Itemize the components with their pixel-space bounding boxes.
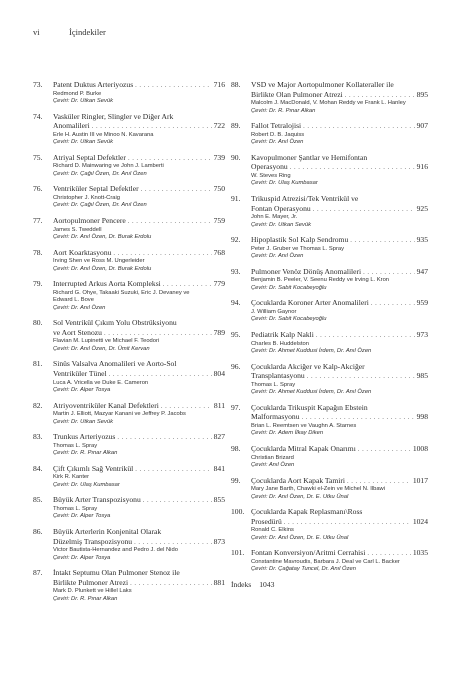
translator-credit: Çeviri: Dr. Sabit Kocabeyoğlu	[251, 284, 327, 291]
translator-credit: Çeviri: Dr. Alper Tosya	[53, 386, 111, 393]
leader-dots	[345, 91, 415, 101]
translator-credit: Çeviri: Dr. Alper Tosya	[53, 513, 111, 520]
chapter-authors: Christopher J. Knott-Craig	[53, 194, 121, 201]
chapter-title: Çocuklarda Aort Kapak Tamiri	[251, 475, 346, 485]
chapter-title-line	[251, 476, 428, 487]
translator-credit: Çeviri: Dr. Anıl Özen, Dr. Ümit Kervan	[53, 345, 150, 352]
translator-credit: Çeviri: Anıl Özen	[251, 461, 295, 468]
chapter-title-line	[251, 298, 428, 309]
chapter-title: Çocuklarda Trikuspit Kapağın Ebstein	[251, 402, 368, 412]
toc-entry[interactable]	[231, 444, 428, 469]
chapter-number: 96.	[231, 361, 241, 371]
toc-entry[interactable]	[231, 80, 428, 115]
chapter-title: Büyük Arterlerin Konjenital Olarak	[53, 526, 162, 536]
toc-right-column	[231, 80, 428, 589]
chapter-authors: W. Steves Ring	[251, 172, 291, 179]
chapter-title: Patent Duktus Arteriyozus	[53, 80, 134, 89]
translator-credit: Çeviri: Dr. Utkan Sevük	[53, 418, 114, 425]
chapter-title: Prosedürü	[251, 516, 282, 526]
leader-dots	[128, 154, 212, 164]
chapter-number: 85.	[33, 495, 43, 505]
leader-dots	[143, 496, 212, 506]
page-ref: 789	[213, 327, 225, 337]
translator-credit: Çeviri: Dr. Ulaş Kumbasar	[53, 481, 120, 488]
chapter-authors: Peter J. Gruber ve Thomas L. Spray	[251, 245, 345, 252]
chapter-authors: James S. Tweddell	[53, 226, 102, 233]
chapter-title-line	[53, 527, 225, 537]
chapter-title-line	[251, 153, 428, 163]
chapter-title-line	[251, 330, 428, 341]
chapter-number: 76.	[33, 184, 43, 194]
translator-credit: Çeviri: Dr. Utkan Sevük	[53, 98, 114, 104]
chapter-title-line	[251, 235, 428, 246]
chapter-title-line	[251, 412, 428, 423]
toc-left-column	[33, 80, 225, 609]
chapter-number: 90.	[231, 152, 241, 162]
chapter-authors: Redmond P. Burke	[53, 90, 102, 97]
translator-credit: Çeviri: Dr. Anıl Özen, Dr. Burak Erdolu	[53, 233, 152, 240]
chapter-title-line	[251, 371, 428, 382]
chapter-title-line	[53, 578, 225, 589]
leader-dots	[135, 465, 211, 475]
chapter-authors: Martin J. Elliott, Mazyar Kanani ve Jeffrey P. Jacobs	[53, 411, 186, 418]
chapter-title-line	[251, 121, 428, 132]
translator-credit: Çeviri: Dr. R. Pınar Alkan	[53, 595, 118, 602]
chapter-title-line	[53, 568, 225, 578]
chapter-authors: Charles B. Huddelston	[251, 340, 310, 347]
leader-dots	[161, 402, 212, 412]
page-ref: 973	[416, 329, 428, 339]
chapter-title: Birlikte Pulmoner Atrezi	[53, 577, 129, 587]
leader-dots	[92, 122, 212, 132]
chapter-number: 81.	[33, 359, 43, 369]
chapter-title: Vasküler Ringler, Slingler ve Diğer Ark	[53, 111, 174, 121]
toc-entry[interactable]	[33, 432, 225, 457]
leader-dots	[109, 370, 212, 380]
chapter-authors: Benjamin B. Peeler, V. Seenu Reddy ve Irving L. Kron	[251, 277, 390, 284]
toc-entry[interactable]	[33, 401, 225, 426]
chapter-title-line	[53, 112, 225, 122]
translator-credit: Çeviri: Dr. Sabit Kocabeyoğlu	[251, 316, 327, 323]
chapter-title: Trunkus Arteriyozus	[53, 432, 116, 442]
toc-entry[interactable]	[33, 527, 225, 562]
chapter-number: 79.	[33, 279, 43, 289]
chapter-number: 74.	[33, 111, 43, 121]
chapter-title-line	[251, 90, 428, 101]
chapter-number: 95.	[231, 329, 241, 339]
chapter-number: 89.	[231, 121, 241, 131]
chapter-title-line	[53, 495, 225, 506]
chapter-number: 83.	[33, 432, 43, 442]
translator-credit: Çeviri: Dr. Ulaş Kumbasar	[251, 180, 318, 187]
chapter-title: Büyük Arter Transpozisyonu	[53, 495, 141, 505]
page-ref: 855	[213, 495, 225, 505]
chapter-authors: J. William Gaynor	[251, 308, 297, 315]
page-ref: 1024	[412, 516, 428, 526]
chapter-title-line	[53, 369, 225, 380]
chapter-title-line	[251, 517, 428, 528]
chapter-number: 101.	[231, 548, 245, 558]
translator-credit: Çeviri: Dr. Anıl Özen	[53, 304, 106, 311]
chapter-title: Sinüs Valsalva Anomalileri ve Aorto-Sol	[53, 359, 177, 369]
chapter-title: Aort Koarktasyonu	[53, 247, 112, 257]
toc-entry[interactable]	[231, 153, 428, 188]
chapter-title-line	[251, 362, 428, 372]
translator-credit: Çeviri: Dr. Anıl Özen	[251, 253, 304, 260]
chapter-number: 75.	[33, 152, 43, 162]
chapter-title-line	[53, 432, 225, 443]
chapter-title-line	[53, 279, 225, 290]
chapter-title: Kavopulmoner Şantlar ve Hemifontan	[251, 152, 368, 162]
chapter-title: Trikuspid Atrezisi/Tek Ventrikül ve	[251, 193, 359, 203]
toc-entry[interactable]	[231, 235, 428, 260]
toc-entry[interactable]	[231, 403, 428, 438]
translator-credit: Çeviri: Dr. Anıl Özen, Dr. Burak Erdolu	[53, 265, 152, 272]
translator-credit: Çeviri: Dr. Ahmet Kuddusi İrdem, Dr. Anıl Özen	[251, 347, 372, 354]
leader-dots	[134, 538, 212, 548]
chapter-authors: Victor Bautista-Hernandez and Pedro J. del Nido	[53, 547, 178, 554]
chapter-title-line	[53, 359, 225, 369]
chapter-title-line	[53, 537, 225, 548]
page-ref: 916	[416, 162, 428, 172]
chapter-authors: Richard G. Ohye, Takaaki Suzuki, Eric J. Devaney ve	[53, 289, 190, 296]
chapter-authors: Erle H. Austin III ve Minoo N. Kavarana	[53, 131, 154, 138]
toc-entry[interactable]	[231, 267, 428, 292]
chapter-title-line	[53, 464, 225, 475]
index-entry[interactable]	[231, 580, 428, 589]
chapter-title-line	[251, 162, 428, 173]
page-ref: 739	[213, 152, 225, 162]
chapter-title: Pediatrik Kalp Nakli	[251, 329, 314, 339]
chapter-title-line	[251, 548, 428, 559]
chapter-title: Aortopulmoner Pencere	[53, 215, 126, 225]
chapter-authors: John E. Mayer, Jr.	[251, 214, 298, 221]
translator-credit: Çeviri: Dr. Ahmet Kuddusi İrdem, Dr. Anıl Özen	[251, 389, 372, 396]
chapter-title: Transplantasyonu	[251, 371, 305, 381]
translator-credit: Çeviri: Dr. Çağıl Özen, Dr. Anıl Özen	[53, 202, 147, 209]
chapter-number: 99.	[231, 475, 241, 485]
chapter-title-line	[53, 153, 225, 164]
chapter-authors: Constantine Mavroudis, Barbara J. Deal ve Carl L. Backer	[251, 558, 400, 565]
page-ref: 811	[213, 400, 225, 410]
translator-credit: Çeviri: Dr. Utkan Sevük	[251, 221, 312, 228]
translator-credit: Çeviri: Dr. Anıl Özen	[251, 139, 304, 146]
toc-entry[interactable]	[33, 184, 225, 209]
toc-entry[interactable]	[231, 476, 428, 501]
chapter-title: İntakt Septumu Olan Pulmoner Stenoz ile	[53, 568, 180, 578]
leader-dots	[113, 249, 211, 259]
translator-credit: Çeviri: Dr. Anıl Özen, Dr. E. Utku Ünal	[251, 493, 349, 500]
chapter-title: Pulmoner Venöz Dönüş Anomalileri	[251, 266, 362, 276]
toc-entry[interactable]	[33, 495, 225, 520]
leader-dots	[104, 329, 212, 339]
chapter-number: 78.	[33, 247, 43, 257]
translator-credit: Çeviri: Dr. Anıl Özen, Dr. E. Utku Ünal	[251, 534, 349, 541]
chapter-title: Fallot Tetralojisi	[251, 121, 302, 131]
page-ref: 935	[416, 235, 428, 245]
chapter-title-line	[53, 121, 225, 132]
chapter-number: 100.	[231, 507, 245, 517]
page-ref: 759	[213, 215, 225, 225]
leader-dots	[141, 185, 212, 195]
toc-entry[interactable]	[33, 359, 225, 394]
page-ref: 722	[213, 121, 225, 131]
toc-entry[interactable]	[231, 507, 428, 542]
translator-credit: Çeviri: Dr. Adem İlkay Diken	[251, 430, 324, 437]
chapter-title: Sol Ventrikül Çıkım Yolu Obstrüksiyonu	[53, 318, 177, 328]
page-ref: 959	[416, 298, 428, 308]
leader-dots	[290, 163, 415, 173]
chapter-authors: Christian Brizard	[251, 454, 294, 461]
toc-entry[interactable]	[231, 548, 428, 573]
chapter-authors: Malcolm J. MacDonald, V. Mohan Reddy ve Frank L. Hanley	[251, 100, 406, 107]
chapter-number: 86.	[33, 526, 43, 536]
chapter-authors: Kirk R. Kanter	[53, 474, 90, 481]
chapter-title: Çocuklarda Akciğer ve Kalp-Akciğer	[251, 361, 365, 371]
chapter-title-line	[53, 248, 225, 259]
chapter-authors: Mary Jane Barth, Chawki el-Zein ve Michel N. Ilbawi	[251, 486, 386, 493]
page-ref: 827	[213, 432, 225, 442]
leader-dots	[350, 236, 414, 246]
chapter-authors: Thomas L. Spray	[53, 505, 98, 512]
page-ref: 907	[416, 121, 428, 131]
page-ref: 947	[416, 266, 428, 276]
chapter-title-line	[53, 184, 225, 195]
leader-dots	[307, 372, 415, 382]
page-ref: 985	[416, 371, 428, 381]
chapter-authors: Edward L. Bove	[53, 297, 94, 304]
leader-dots	[363, 268, 414, 278]
chapter-title: Atriyoventriküler Kanal Defektleri	[53, 400, 159, 410]
chapter-title: Birlikte Olan Pulmoner Atrezi	[251, 89, 343, 99]
toc-entry[interactable]	[231, 362, 428, 397]
chapter-authors: Thomas L. Spray	[251, 381, 296, 388]
chapter-title-line	[53, 318, 225, 328]
chapter-title-line	[251, 80, 428, 90]
chapter-title-line	[251, 204, 428, 215]
leader-dots	[358, 445, 411, 455]
chapter-number: 92.	[231, 235, 241, 245]
chapter-title-line	[251, 507, 428, 517]
chapter-number: 98.	[231, 443, 241, 453]
chapter-title: Atriyal Septal Defektler	[53, 152, 126, 162]
page-ref: 873	[213, 536, 225, 546]
leader-dots	[371, 299, 415, 309]
leader-dots	[316, 331, 415, 341]
leader-dots	[303, 122, 414, 132]
chapter-title-line	[251, 444, 428, 455]
leader-dots	[163, 280, 212, 290]
page-ref: 768	[213, 247, 225, 257]
page-ref: 895	[416, 89, 428, 99]
toc-entry[interactable]	[33, 248, 225, 273]
page-number: vi	[33, 27, 40, 37]
translator-credit: Çeviri: Dr. Çağıl Özen, Dr. Anıl Özen	[53, 170, 147, 177]
chapter-title-line	[53, 401, 225, 412]
translator-credit: Çeviri: Dr. R. Pınar Alkan	[251, 107, 316, 114]
chapter-number: 94.	[231, 298, 241, 308]
chapter-number: 73.	[33, 80, 43, 89]
chapter-number: 93.	[231, 266, 241, 276]
chapter-number: 82.	[33, 400, 43, 410]
leader-dots	[128, 217, 212, 227]
chapter-title: Çift Çıkımlı Sağ Ventrikül	[53, 463, 134, 473]
chapter-title-line	[251, 267, 428, 278]
translator-credit: Çeviri: Dr. R. Pınar Alkan	[53, 450, 118, 457]
toc-entry[interactable]	[231, 121, 428, 146]
chapter-number: 88.	[231, 80, 241, 89]
running-title: İçindekiler	[69, 27, 106, 37]
chapter-title: Interrupted Arkus Aorta Kompleksi	[53, 279, 161, 289]
toc-entry[interactable]	[33, 568, 225, 603]
leader-dots	[367, 549, 410, 559]
leader-dots	[130, 579, 212, 589]
leader-dots	[302, 413, 415, 423]
chapter-number: 91.	[231, 193, 241, 203]
page-ref: 716	[213, 80, 225, 89]
toc-entry[interactable]	[231, 298, 428, 323]
chapter-number: 87.	[33, 568, 43, 578]
leader-dots	[313, 205, 415, 215]
chapter-title: ve Aort Stenozu	[53, 327, 102, 337]
chapter-authors: Robert D. B. Jaquiss	[251, 131, 305, 138]
toc-entry[interactable]	[33, 153, 225, 178]
chapter-title-line	[53, 328, 225, 339]
chapter-authors: Brian L. Reemtsen ve Vaughn A. Starnes	[251, 422, 357, 429]
translator-credit: Çeviri: Dr. Çağatay Tuncel, Dr. Anıl Özen	[251, 566, 356, 573]
toc-entry[interactable]	[33, 318, 225, 353]
toc-entry[interactable]	[33, 216, 225, 241]
chapter-authors: Flavian M. Lupinetti ve Michael F. Teodori	[53, 338, 160, 345]
toc-entry[interactable]	[231, 330, 428, 355]
translator-credit: Çeviri: Dr. Utkan Sevük	[53, 139, 114, 146]
chapter-number: 77.	[33, 215, 43, 225]
toc-entry[interactable]	[33, 279, 225, 312]
leader-dots	[284, 518, 411, 528]
index-page: 1043	[259, 579, 275, 589]
chapter-title: Çocuklarda Mitral Kapak Onarımı	[251, 443, 356, 453]
page-header	[33, 27, 433, 47]
chapter-authors: Irving Shen ve Ross M. Ungerleider	[53, 258, 145, 265]
chapter-authors: Luca A. Vricella ve Duke E. Cameron	[53, 379, 149, 386]
page-ref: 841	[213, 463, 225, 473]
chapter-title: Operasyonu	[251, 162, 288, 172]
chapter-title: Çocuklarda Kapak Replasmanı\Ross	[251, 507, 363, 517]
toc-entry[interactable]	[33, 80, 225, 105]
chapter-title-line	[251, 194, 428, 204]
page-ref: 1008	[412, 443, 428, 453]
chapter-title: Çocuklarda Koroner Arter Anomalileri	[251, 298, 369, 308]
toc-entry[interactable]	[33, 464, 225, 489]
chapter-title-line	[53, 216, 225, 227]
leader-dots	[135, 81, 211, 91]
toc-entry[interactable]	[33, 112, 225, 147]
chapter-title-line	[53, 80, 225, 91]
chapter-title: Fontan Operasyonu	[251, 203, 311, 213]
chapter-authors: Mark D. Plunkett ve Hillel Laks	[53, 588, 132, 595]
leader-dots	[117, 433, 211, 443]
chapter-title: Hipoplastik Sol Kalp Sendromu	[251, 235, 349, 245]
page-ref: 881	[213, 577, 225, 587]
chapter-title: Ventriküler Septal Defektler	[53, 184, 139, 194]
index-label: İndeks	[231, 579, 252, 589]
chapter-title: Düzelmiş Transpozisyonu	[53, 536, 133, 546]
chapter-title-line	[251, 403, 428, 413]
page-ref: 804	[213, 368, 225, 378]
page-ref: 925	[416, 203, 428, 213]
chapter-title: VSD ve Major Aortopulmoner Kollateraller ile	[251, 80, 394, 89]
chapter-number: 80.	[33, 318, 43, 328]
chapter-title: Fontan Konversiyon/Aritmi Cerrahisi	[251, 548, 366, 558]
chapter-authors: Thomas L. Spray	[53, 442, 98, 449]
chapter-authors: Ronald C. Elkins	[251, 527, 294, 534]
translator-credit: Çeviri: Dr. Alper Tosya	[53, 554, 111, 561]
chapter-authors: Richard D. Mainwaring ve John J. Lamberti	[53, 163, 164, 170]
page-ref: 1017	[412, 475, 428, 485]
chapter-title: Ventriküler Tünel	[53, 368, 107, 378]
leader-dots	[347, 477, 411, 487]
chapter-title: Anomalileri	[53, 121, 90, 131]
chapter-number: 97.	[231, 402, 241, 412]
page-ref: 779	[213, 279, 225, 289]
page-ref: 998	[416, 412, 428, 422]
chapter-number: 84.	[33, 463, 43, 473]
toc-entry[interactable]	[231, 194, 428, 229]
page-ref: 750	[213, 184, 225, 194]
page-ref: 1035	[412, 548, 428, 558]
chapter-title: Malformasyonu	[251, 412, 300, 422]
